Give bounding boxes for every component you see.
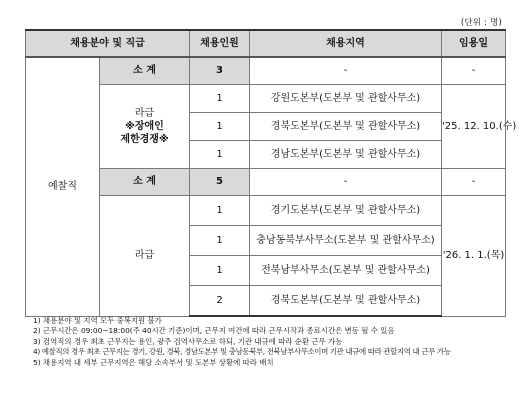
subtotal-label: 소 계 xyxy=(100,169,190,196)
count-cell: 1 xyxy=(190,113,250,141)
footnote: 4) 예찰직의 경우 최초 근무지는 경기, 강원, 경북, 경남도본부 및 충남동북부, 전북남부사무소이며 기관 내규에 따라 관할지역 내 근무 가능 xyxy=(33,347,451,357)
footnotes xyxy=(33,316,513,368)
subtotal-date: - xyxy=(442,169,506,196)
table-header-row xyxy=(26,30,506,57)
subtotal-date: - xyxy=(442,57,506,85)
count-cell: 1 xyxy=(190,196,250,226)
start-date-cell: '26. 1. 1.(목) xyxy=(442,196,506,317)
subtotal-region: - xyxy=(250,169,442,196)
region-cell: 경북도본부(도본부 및 관할사무소) xyxy=(250,286,442,317)
subtotal-label: 소 계 xyxy=(100,57,190,85)
header-field-grade: 채용분야 및 직급 xyxy=(26,30,190,57)
region-cell: 강원도본부(도본부 및 관할사무소) xyxy=(250,85,442,113)
header-start-date: 임용일 xyxy=(442,30,506,57)
grade-cell: 라급 xyxy=(100,196,190,317)
header-region: 채용지역 xyxy=(250,30,442,57)
footnote: 5) 채용지역 내 세부 근무지역은 해당 소속부서 및 도본부 상황에 따라 배치 xyxy=(33,357,274,367)
header-count: 채용인원 xyxy=(190,30,250,57)
footnote: 2) 근무시간은 09:00~18:00(주 40시간 기준)이며, 근무지 여건에 따라 근무시작과 종료시간은 변동 될 수 있음 xyxy=(33,326,395,336)
region-cell: 충남동북부사무소(도본부 및 관할사무소) xyxy=(250,226,442,256)
subtotal-row xyxy=(26,57,506,85)
start-date-cell: '25. 12. 10.(수) xyxy=(442,85,506,169)
grade-label: 라급 xyxy=(134,108,155,119)
count-cell: 1 xyxy=(190,226,250,256)
region-cell: 경북도본부(도본부 및 관할사무소) xyxy=(250,113,442,141)
count-cell: 2 xyxy=(190,286,250,317)
count-cell: 1 xyxy=(190,85,250,113)
grade-note: 제한경쟁※ xyxy=(120,134,169,145)
region-cell: 경기도본부(도본부 및 관할사무소) xyxy=(250,196,442,226)
subtotal-count: 5 xyxy=(190,169,250,196)
field-cell: 예찰직 xyxy=(26,57,100,316)
subtotal-count: 3 xyxy=(190,57,250,85)
unit-label: (단위 : 명) xyxy=(460,18,502,28)
region-cell: 경남도본부(도본부 및 관할사무소) xyxy=(250,141,442,169)
grade-cell xyxy=(100,85,190,169)
footnote: 3) 검역직의 경우 최초 근무지는 용인, 광주 검역사무소로 하되, 기관 내규에 따라 순환 근무 가능 xyxy=(33,336,343,346)
footnote: 1) 채용분야 및 지역 모두 중복지원 불가 xyxy=(33,316,162,325)
region-cell: 전북남부사무소(도본부 및 관할사무소) xyxy=(250,256,442,286)
grade-note: ※장애인 xyxy=(125,121,164,132)
subtotal-region: - xyxy=(250,57,442,85)
count-cell: 1 xyxy=(190,141,250,169)
recruitment-table xyxy=(25,29,517,317)
count-cell: 1 xyxy=(190,256,250,286)
